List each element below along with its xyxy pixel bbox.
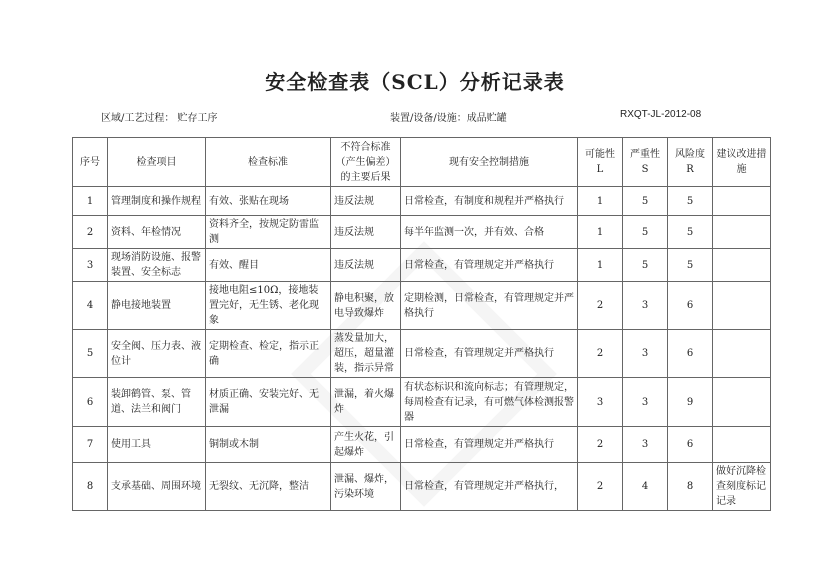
table-cell: 违反法规 [331,249,401,282]
table-row [73,187,771,216]
column-header: 不符合标准（产生偏差）的主要后果 [331,138,401,187]
table-row [73,427,771,463]
table-cell: 日常检查，有管理规定并严格执行， [401,463,578,511]
table-cell: 5 [623,249,668,282]
table-cell: 现场消防设施、报警装置、安全标志 [108,249,206,282]
table-cell: 5 [668,216,713,249]
page-title: 安全检查表（SCL）分析记录表 [265,70,565,94]
table-cell: 泄漏，着火爆炸 [331,378,401,427]
table-row [73,378,771,427]
table-cell: 2 [578,282,623,330]
column-header: 检查项目 [108,138,206,187]
table-cell: 接地电阻≤10Ω，接地装置完好，无生锈、老化现象 [206,282,331,330]
table-cell: 6 [668,330,713,378]
table-cell: 静电接地装置 [108,282,206,330]
table-cell [713,427,771,463]
table-cell: 5 [623,216,668,249]
table-cell: 3 [623,330,668,378]
table-cell: 2 [578,463,623,511]
table-cell: 有效、张贴在现场 [206,187,331,216]
table-row [73,463,771,511]
table-cell: 日常检查，有制度和规程并严格执行 [401,187,578,216]
document-code: RXQT-JL-2012-08 [620,109,702,120]
area-label: 区域/工艺过程： 贮存工序 [101,113,218,124]
table-cell [713,378,771,427]
table-cell [713,249,771,282]
table-cell: 6 [73,378,108,427]
table-cell: 使用工具 [108,427,206,463]
table-cell: 6 [668,427,713,463]
table-cell: 资料齐全，按规定防雷监测 [206,216,331,249]
table-cell: 蒸发量加大，超压，超量灌装，指示异常 [331,330,401,378]
table-cell: 1 [578,216,623,249]
column-header: 风险度 R [668,138,713,187]
column-header: 检查标准 [206,138,331,187]
table-cell: 2 [578,330,623,378]
table-cell: 有状态标识和流向标志；有管理规定，每周检查有记录，有可燃气体检测报警器 [401,378,578,427]
table-cell: 装卸鹤管、泵、管道、法兰和阀门 [108,378,206,427]
table-cell: 9 [668,378,713,427]
table-cell: 5 [623,187,668,216]
table-cell: 产生火花，引起爆炸 [331,427,401,463]
table-cell: 1 [578,187,623,216]
table-row [73,282,771,330]
table-cell: 4 [73,282,108,330]
column-header: 严重性 S [623,138,668,187]
table-cell: 8 [73,463,108,511]
table-cell: 无裂纹、无沉降，整洁 [206,463,331,511]
table-cell: 定期检测，日常检查，有管理规定并严格执行 [401,282,578,330]
column-header: 建议改进措施 [713,138,771,187]
table-cell: 2 [73,216,108,249]
table-row [73,249,771,282]
table-cell: 每半年监测一次，并有效、合格 [401,216,578,249]
table-cell: 4 [623,463,668,511]
table-cell: 3 [578,378,623,427]
table-cell: 管理制度和操作规程 [108,187,206,216]
table-cell: 3 [623,282,668,330]
table-cell: 7 [73,427,108,463]
table-cell: 铜制或木制 [206,427,331,463]
table-cell: 资料、年检情况 [108,216,206,249]
table-cell [713,187,771,216]
table-cell: 安全阀、压力表、液位计 [108,330,206,378]
table-cell: 有效、醒目 [206,249,331,282]
table-cell: 日常检查，有管理规定并严格执行 [401,427,578,463]
table-cell: 日常检查，有管理规定并严格执行 [401,330,578,378]
table-cell: 静电积聚，放电导致爆炸 [331,282,401,330]
table-cell: 5 [668,187,713,216]
table-cell: 违反法规 [331,216,401,249]
table-cell: 3 [73,249,108,282]
scl-table [72,137,771,511]
table-cell: 定期检查、检定，指示正确 [206,330,331,378]
table-cell: 3 [623,427,668,463]
table-cell [713,282,771,330]
table-cell [713,216,771,249]
table-row [73,216,771,249]
table-cell [713,330,771,378]
table-cell: 做好沉降检查刻度标记记录 [713,463,771,511]
table-cell: 6 [668,282,713,330]
table-cell: 1 [73,187,108,216]
column-header: 可能性 L [578,138,623,187]
table-cell: 3 [623,378,668,427]
table-cell: 5 [668,249,713,282]
table-cell: 违反法规 [331,187,401,216]
table-cell: 泄漏、爆炸，污染环境 [331,463,401,511]
table-cell: 8 [668,463,713,511]
table-cell: 材质正确、安装完好、无泄漏 [206,378,331,427]
table-cell: 支承基础、周围环境 [108,463,206,511]
column-header: 序号 [73,138,108,187]
equipment-label: 装置/设备/设施：成品贮罐 [390,113,507,124]
table-cell: 日常检查，有管理规定并严格执行 [401,249,578,282]
table-cell: 1 [578,249,623,282]
table-row [73,330,771,378]
table-cell: 2 [578,427,623,463]
column-header: 现有安全控制措施 [401,138,578,187]
table-cell: 5 [73,330,108,378]
